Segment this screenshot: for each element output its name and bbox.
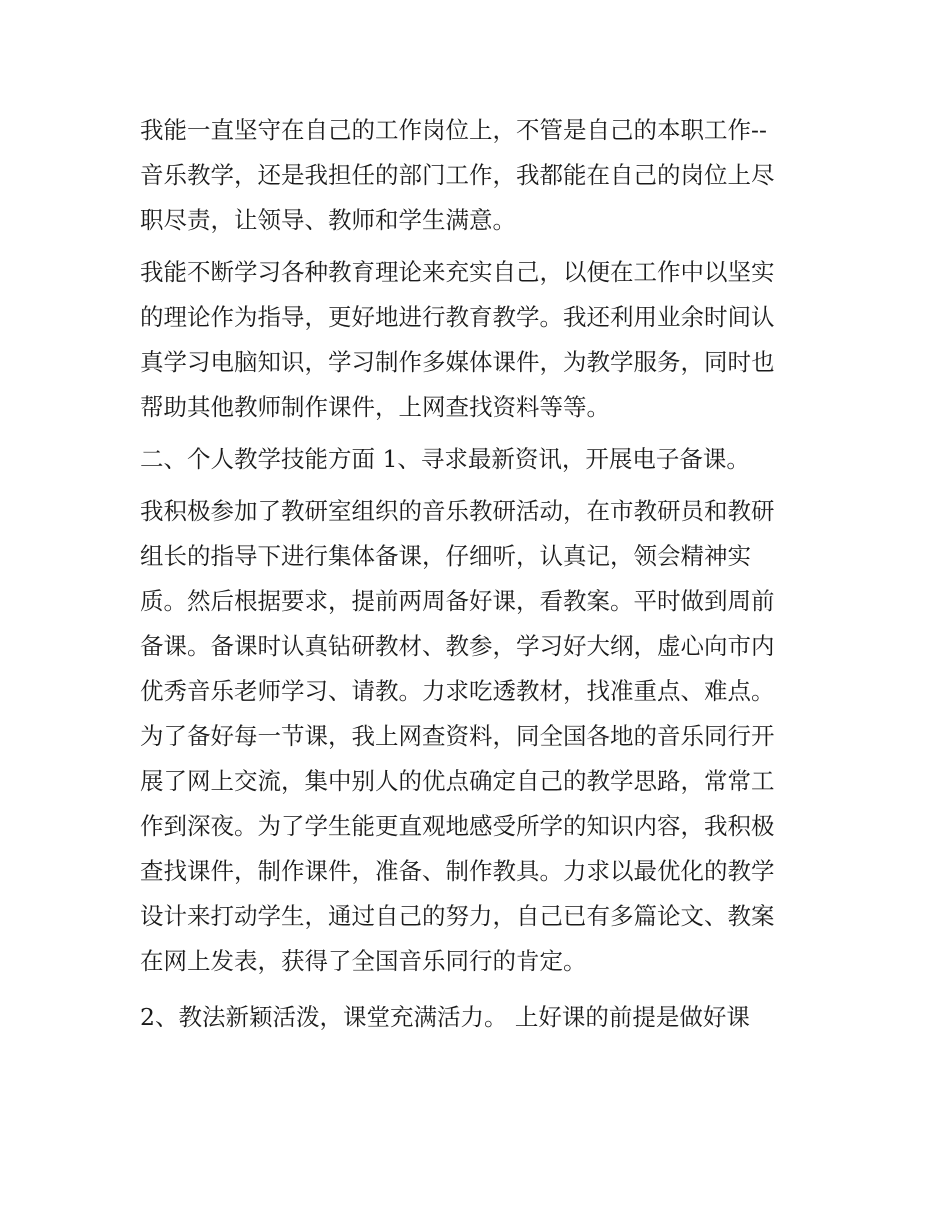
text-line: 设计来打动学生，通过自己的努力，自己已有多篇论文、教案 (140, 902, 775, 930)
paragraph-2 (140, 250, 820, 430)
paragraph-1 (140, 108, 820, 243)
section-heading (140, 437, 820, 482)
text-line: 展了网上交流，集中别人的优点确定自己的教学思路，常常工 (140, 767, 775, 795)
text-line: 查找课件，制作课件，准备、制作教具。力求以最优化的教学 (140, 857, 775, 885)
text-line: 为了备好每一节课，我上网查资料，同全国各地的音乐同行开 (140, 722, 775, 750)
text-line: 我能一直坚守在自己的工作岗位上，不管是自己的本职工作-- (140, 116, 767, 144)
text-line: 真学习电脑知识，学习制作多媒体课件，为教学服务，同时也 (140, 348, 775, 376)
text-line: 的理论作为指导，更好地进行教育教学。我还利用业余时间认 (140, 303, 775, 331)
text-line: 帮助其他教师制作课件，上网查找资料等等。 (140, 393, 610, 421)
text-line: 音乐教学，还是我担任的部门工作，我都能在自己的岗位上尽 (140, 161, 775, 189)
text-line: 作到深夜。为了学生能更直观地感受所学的知识内容，我积极 (140, 812, 775, 840)
text-line: 备课。备课时认真钻研教材、教参，学习好大纲，虚心向市内 (140, 632, 775, 660)
text-line: 2、教法新颖活泼，课堂充满活力。 上好课的前提是做好课 (140, 1003, 750, 1031)
text-line: 质。然后根据要求，提前两周备好课，看教案。平时做到周前 (140, 587, 775, 615)
text-line: 二、个人教学技能方面 1、寻求最新资讯，开展电子备课。 (140, 445, 750, 473)
text-line: 我能不断学习各种教育理论来充实自己，以便在工作中以坚实 (140, 258, 775, 286)
paragraph-4 (140, 995, 820, 1040)
paragraph-3 (140, 489, 820, 984)
text-line: 我积极参加了教研室组织的音乐教研活动，在市教研员和教研 (140, 497, 775, 525)
text-line: 组长的指导下进行集体备课，仔细听，认真记，领会精神实 (140, 542, 751, 570)
text-line: 职尽责，让领导、教师和学生满意。 (140, 206, 516, 234)
text-line: 优秀音乐老师学习、请教。力求吃透教材，找准重点、难点。 (140, 677, 775, 705)
text-line: 在网上发表，获得了全国音乐同行的肯定。 (140, 947, 587, 975)
document-body (140, 108, 820, 1040)
